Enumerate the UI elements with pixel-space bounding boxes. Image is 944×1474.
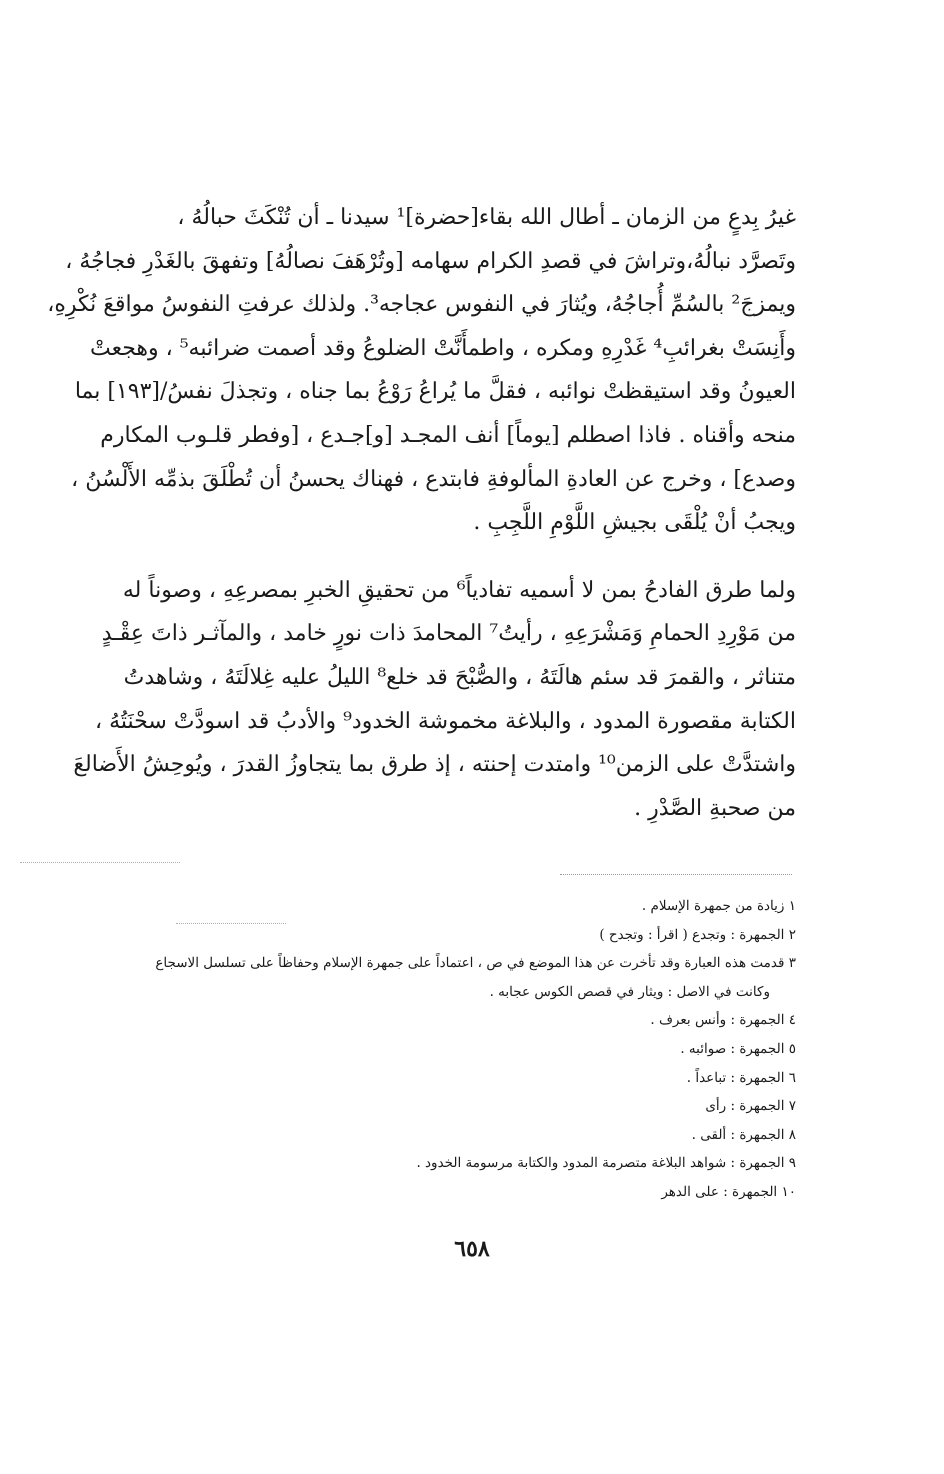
footnote-9: ٩ الجمهرة : شواهد البلاغة متصرمة المدود والكتابة مرسومة الخدود . (416, 1155, 796, 1172)
text-line: وصدع] ، وخرج عن العادةِ المألوفةِ فابتدع ، فهناك يحسنُ أن تُطْلَقَ بذمِّه الأَلْسُنُ ، (71, 466, 796, 492)
text-line: غيرُ بِدعٍ من الزمان ـ أطال الله بقاء[حضرة]¹ سيدنا ـ أن تُنْكَثَ حبالُهُ ، (177, 205, 796, 230)
text-line: من صحبةِ الصَّدْرِ . (634, 795, 796, 821)
scan-speck (20, 862, 180, 864)
text-line: ويجبُ أنْ يُلْقَى بجيشِ اللَّوْمِ اللَّجِبِ . (473, 510, 796, 536)
footnote-7: ٧ الجمهرة : رأى (705, 1098, 796, 1115)
footnote-5: ٥ الجمهرة : صوائبه . (680, 1040, 796, 1057)
text-line: وأَنِسَتْ بغرائبِ⁴ غَدْرِهِ ومكره ، واطمأَنَّتْ الضلوعُ وقد أصمت ضرائبه⁵ ، وهجعتْ (89, 335, 796, 361)
text-line: وتَصرَّد نبالُهُ،وتراشَ في قصدِ الكرام سهامه [وتُرْهَفَ نصالُهُ] وتفهقَ بالغَدْرِ فجاجُهُ ، (65, 248, 796, 274)
footnote-8: ٨ الجمهرة : ألقى . (691, 1126, 796, 1143)
footnote-3-continued: وكانت في الاصل : ويثار في قصص الكوس عجابه . (489, 983, 770, 1000)
text-line: الكتابة مقصورة المدود ، والبلاغة مخموشة الخدود⁹ والأدبُ قد اسودَّتْ سحْنَتُهُ ، (95, 708, 796, 734)
footnote-divider (560, 874, 792, 875)
footnote-3: ٣ قدمت هذه العبارة وقد تأخرت عن هذا الموضع في ص ، اعتماداً على جمهرة الإسلام وحفاظاً على تسلسل الاسجاع (155, 955, 796, 972)
paragraph-2 (73, 569, 796, 831)
text-line: منحه وأقناه . فاذا اصطلم [يوماً] أنف المجـد [و]جـدع ، [وفطر قلـوب المكارم (100, 422, 796, 448)
text-line: واشتدَّتْ على الزمن¹⁰ وامتدت إحنته ، إذ طرق بما يتجاوزُ القدرَ ، ويُوحِشُ الأَضالعَ (73, 752, 796, 778)
text-line: متناثر ، والقمرَ قد سئم هالَتَهُ ، والصُّبْحَ قد خلع⁸ الليلُ عليه غِلالَتَهُ ، وشاهدتُ (123, 664, 796, 690)
footnote-6: ٦ الجمهرة : تباعداً . (686, 1069, 796, 1086)
page-number: ٦٥٨ (454, 1236, 490, 1262)
text-line: من مَوْرِدِ الحمامِ وَمَشْرَعِهِ ، رأيتُ⁷ المحامدَ ذات نورٍ خامد ، والمآثـر ذاتَ عِقْـدٍ (101, 621, 796, 647)
footnotes (96, 892, 796, 1207)
footnote-2: ٢ الجمهرة : وتجدع ( اقرأ : وتجدح ) (599, 926, 796, 943)
main-text (47, 196, 796, 830)
text-line: العيونُ وقد استيقظتْ نوائبه ، فقلَّ ما يُراعُ رَوْعُ بما جناه ، وتجذلَ نفسُ/[١٩٣] بما (74, 379, 796, 405)
text-line: ولما طرق الفادحُ بمن لا أسميه تفادياً⁶ من تحقيقِ الخبرِ بمصرعِهِ ، وصوناً له (122, 577, 796, 603)
paragraph-1 (47, 196, 796, 545)
footnote-10: ١٠ الجمهرة : على الدهر (661, 1183, 796, 1200)
footnote-1: ١ زيادة من جمهرة الإسلام . (641, 898, 796, 914)
footnote-4: ٤ الجمهرة : وأنس بعرف . (650, 1012, 796, 1029)
text-line: ويمزجَ² بالسُمِّ أُجاجُهُ، ويُثارَ في النفوس عجاجه³. ولذلك عرفتِ النفوسُ مواقعَ نُكْرِهِ، (47, 292, 796, 318)
